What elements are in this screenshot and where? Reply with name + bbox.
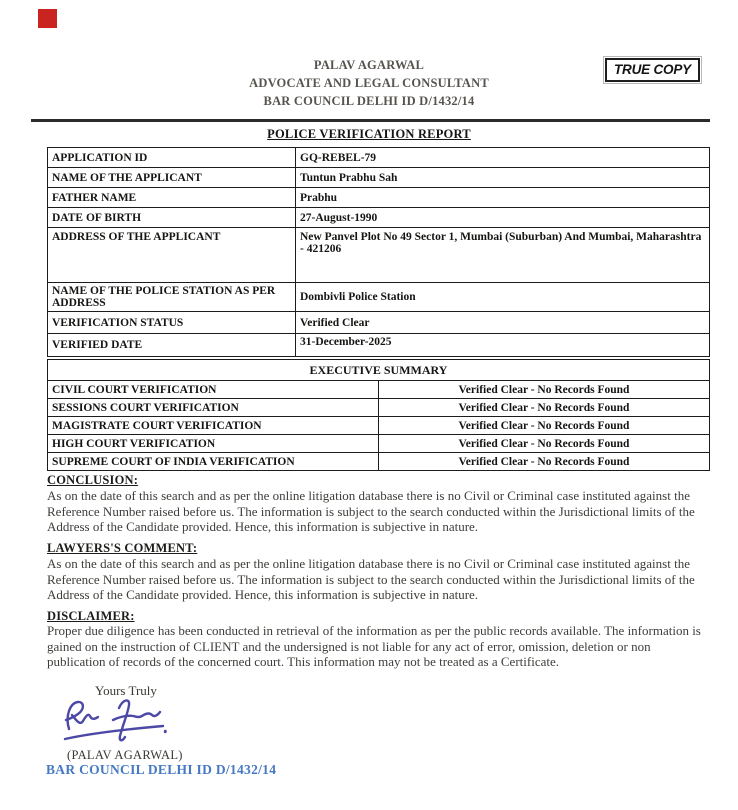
detail-label: APPLICATION ID xyxy=(48,148,296,168)
detail-value: Tuntun Prabhu Sah xyxy=(296,168,710,188)
table-row xyxy=(48,312,710,334)
summary-value: Verified Clear - No Records Found xyxy=(379,435,710,453)
signatory-name: (PALAV AGARWAL) xyxy=(67,748,183,762)
summary-value: Verified Clear - No Records Found xyxy=(379,453,710,471)
detail-value: Prabhu xyxy=(296,188,710,208)
summary-label: MAGISTRATE COURT VERIFICATION xyxy=(48,417,379,435)
table-row xyxy=(48,188,710,208)
table-row xyxy=(48,168,710,188)
table-row xyxy=(48,381,710,399)
details-table xyxy=(47,147,710,357)
lawyers-comment-heading: LAWYERS'S COMMENT: xyxy=(47,541,198,555)
summary-value: Verified Clear - No Records Found xyxy=(379,381,710,399)
letterhead-name: PALAV AGARWAL xyxy=(313,58,425,72)
executive-summary-title: EXECUTIVE SUMMARY xyxy=(48,360,710,381)
summary-label: HIGH COURT VERIFICATION xyxy=(48,435,379,453)
table-row xyxy=(48,208,710,228)
signature-svg xyxy=(57,696,179,748)
letterhead-title: ADVOCATE AND LEGAL CONSULTANT xyxy=(249,76,489,90)
letterhead-bar-id: BAR COUNCIL DELHI ID D/1432/14 xyxy=(263,94,475,108)
detail-value: 31-December-2025 xyxy=(296,334,710,357)
bar-council-id: BAR COUNCIL DELHI ID D/1432/14 xyxy=(46,762,277,777)
detail-label: VERIFICATION STATUS xyxy=(48,312,296,334)
detail-label: NAME OF THE POLICE STATION AS PER ADDRESS xyxy=(48,283,296,312)
disclaimer-body: Proper due diligence has been conducted in retrieval of the information as per the public records available. The information is gained on the instruction of CLIENT and the undersigned is not liable for any act of error, omission, deletion or non publication of records of the concerned court. This information may not be treated as a Certificate. xyxy=(47,623,701,670)
table-row xyxy=(48,417,710,435)
table-header-row xyxy=(48,360,710,381)
table-row xyxy=(48,399,710,417)
detail-label: VERIFIED DATE xyxy=(48,334,296,357)
detail-label: ADDRESS OF THE APPLICANT xyxy=(48,228,296,283)
summary-value: Verified Clear - No Records Found xyxy=(379,399,710,417)
conclusion-heading: CONCLUSION: xyxy=(47,473,139,487)
header-divider xyxy=(31,119,710,122)
executive-summary-table xyxy=(47,359,710,471)
disclaimer-heading: DISCLAIMER: xyxy=(47,609,135,623)
detail-label: DATE OF BIRTH xyxy=(48,208,296,228)
table-row xyxy=(48,334,710,357)
summary-label: CIVIL COURT VERIFICATION xyxy=(48,381,379,399)
detail-value: Dombivli Police Station xyxy=(296,283,710,312)
lawyers-comment-body: As on the date of this search and as per the online litigation database there is no Civil or Criminal case instituted against the Reference Number raised before us. The information is subject to the search conducted within the Jurisdictional limits of the Address of the Candidate provided. Hence, this information is subjective in nature. xyxy=(47,556,695,603)
report-title: POLICE VERIFICATION REPORT xyxy=(267,127,471,141)
table-row xyxy=(48,435,710,453)
table-row xyxy=(48,453,710,471)
detail-value: Verified Clear xyxy=(296,312,710,334)
detail-value: GQ-REBEL-79 xyxy=(296,148,710,168)
table-row xyxy=(48,283,710,312)
table-row xyxy=(48,228,710,283)
true-copy-stamp: TRUE COPY xyxy=(605,58,700,82)
detail-label: FATHER NAME xyxy=(48,188,296,208)
summary-label: SUPREME COURT OF INDIA VERIFICATION xyxy=(48,453,379,471)
summary-label: SESSIONS COURT VERIFICATION xyxy=(48,399,379,417)
detail-value: New Panvel Plot No 49 Sector 1, Mumbai (Suburban) And Mumbai, Maharashtra - 421206 xyxy=(296,228,710,283)
detail-label: NAME OF THE APPLICANT xyxy=(48,168,296,188)
valediction: Yours Truly xyxy=(95,683,157,698)
conclusion-body: As on the date of this search and as per the online litigation database there is no Civil or Criminal case instituted against the Reference Number raised before us. The information is subject to the search conducted within the Jurisdictional limits of the Address of the Candidate provided. Hence, this information is subjective in nature. xyxy=(47,488,695,535)
red-marker xyxy=(38,9,57,28)
summary-value: Verified Clear - No Records Found xyxy=(379,417,710,435)
table-row xyxy=(48,148,710,168)
signature-image xyxy=(57,696,179,753)
detail-value: 27-August-1990 xyxy=(296,208,710,228)
